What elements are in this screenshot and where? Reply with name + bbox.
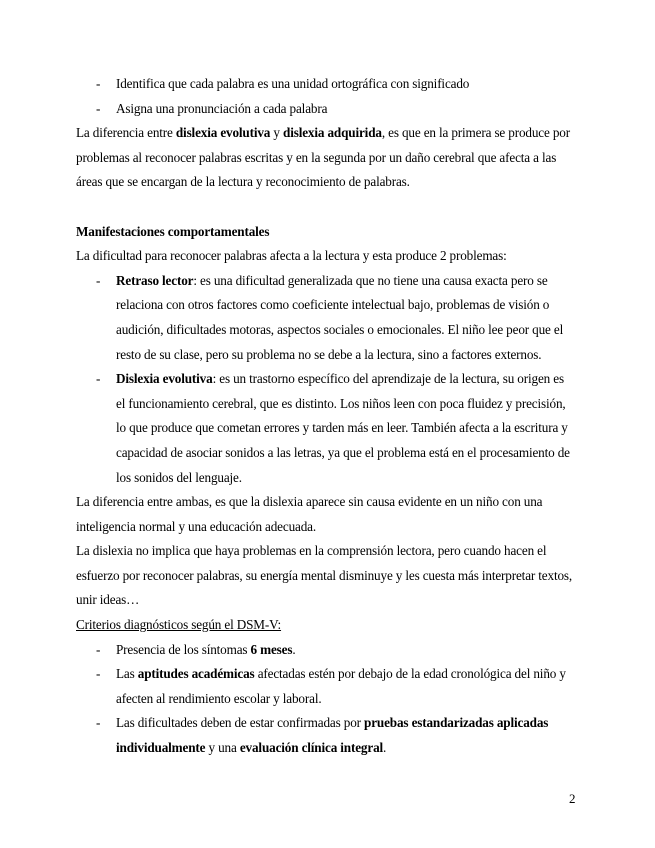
list-item-text: : es un trastorno específico del aprendizaje de la lectura, su origen es el funcionamiento cerebral, que es distinto. Los niños leen con poca fluidez y precisión, lo que produce que cometan errores y tarden más en leer. También afecta a la escritura y capacidad de asociar sonidos a las letras, ya que el problema está en el procesamiento de los sonidos del lenguaje. xyxy=(116,371,570,485)
list-bullet: - xyxy=(96,641,101,657)
list-bullet: - xyxy=(96,272,101,288)
list-item xyxy=(76,269,576,367)
list-item-text: Asigna una pronunciación a cada palabra xyxy=(116,100,328,116)
list-bullet: - xyxy=(96,100,101,116)
bold-term: Dislexia evolutiva xyxy=(116,371,213,387)
paragraph-comprehension: La dislexia no implica que haya problemas en la comprensión lectora, pero cuando hacen el esfuerzo por reconocer palabras, su energía mental disminuye y les cuesta más interpretar textos, unir ideas… xyxy=(76,543,573,608)
bold-term: aptitudes académicas xyxy=(137,666,255,682)
list-item xyxy=(76,97,576,122)
section-intro: La dificultad para reconocer palabras afecta a la lectura y esta produce 2 problemas: xyxy=(76,248,507,264)
page-content xyxy=(76,72,576,761)
bold-term: 6 meses xyxy=(250,641,293,657)
bold-term: pruebas estandarizadas aplicadas individualmente xyxy=(116,715,549,756)
text-run: y xyxy=(270,125,284,141)
text-run: . xyxy=(383,740,387,756)
bold-term: dislexia adquirida xyxy=(283,125,382,141)
text-run: Presencia de los síntomas xyxy=(116,641,251,657)
text-run: . xyxy=(292,641,296,657)
list-item xyxy=(76,638,576,663)
text-run: afectadas estén por debajo de la edad cronológica del niño y afecten al rendimiento escolar y laboral. xyxy=(116,666,566,706)
list-bullet: - xyxy=(96,76,101,91)
section-heading-text: Manifestaciones comportamentales xyxy=(76,223,270,239)
criteria-heading: Criterios diagnósticos según el DSM-V: xyxy=(76,617,282,633)
section-heading xyxy=(76,220,576,245)
text-run: Las xyxy=(116,666,138,682)
list-bullet: - xyxy=(96,666,101,682)
list-item-text: Identifica que cada palabra es una unidad ortográfica con significado xyxy=(116,76,470,91)
text-run: Las dificultades deben de estar confirmadas por xyxy=(116,715,365,731)
text-run: La diferencia entre xyxy=(76,125,176,141)
text-run: y una xyxy=(205,740,240,756)
page-number: 2 xyxy=(569,791,576,806)
list-item xyxy=(76,72,576,97)
list-item xyxy=(76,662,576,711)
list-item-text: : es una dificultad generalizada que no tiene una causa exacta pero se relaciona con otros factores como coeficiente intelectual bajo, problemas de visión o audición, dificultades motoras, aspectos sociales o emocionales. El niño lee peor que el resto de su clase, pero su problema no se debe a la lectura, sino a factores externos. xyxy=(116,272,564,362)
spacer xyxy=(76,195,576,220)
text-run: , es que en la primera se produce por problemas al reconocer palabras escritas y en la segunda por un daño cerebral que afecta a las áreas que se encargan de la lectura y reconocimiento de palabras. xyxy=(76,125,570,190)
list-bullet: - xyxy=(96,715,101,731)
bold-term: Retraso lector xyxy=(116,272,194,288)
bold-term: evaluación clínica integral xyxy=(239,740,384,756)
paragraph-dyslexia-difference xyxy=(76,121,576,195)
list-bullet: - xyxy=(96,371,101,387)
list-item xyxy=(76,367,576,490)
paragraph-comparison: La diferencia entre ambas, es que la dislexia aparece sin causa evidente en un niño con una inteligencia normal y una educación adecuada. xyxy=(76,494,543,534)
list-item xyxy=(76,711,576,760)
bold-term: dislexia evolutiva xyxy=(175,125,271,141)
